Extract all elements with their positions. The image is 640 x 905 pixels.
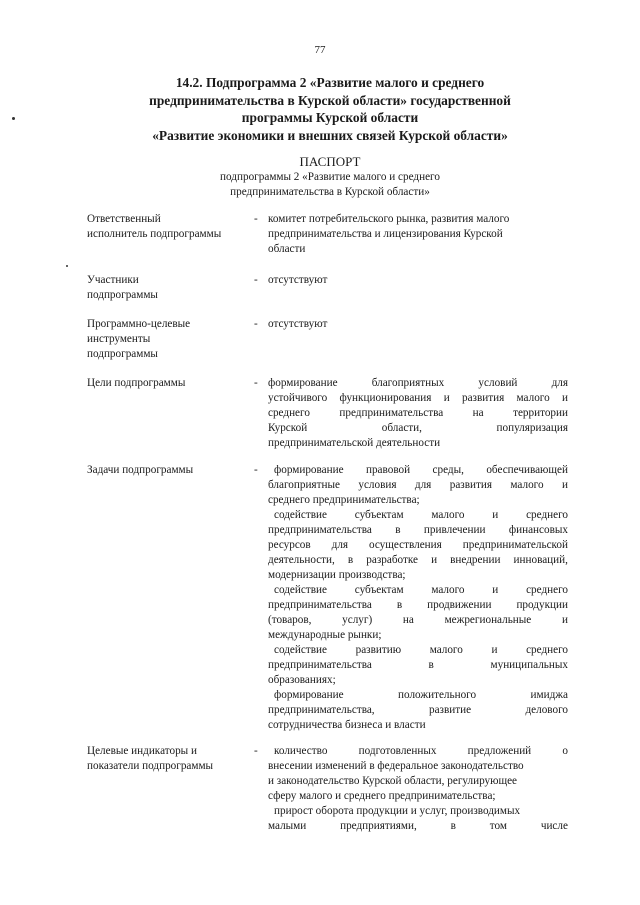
word: о bbox=[562, 745, 568, 757]
value-line bbox=[268, 688, 568, 703]
heading-line: программы Курской области bbox=[241, 110, 419, 125]
label-line: исполнитель подпрограммы bbox=[87, 228, 222, 240]
value-line: сферу малого и среднего предпринимательства; bbox=[268, 790, 496, 802]
passport-row-label bbox=[87, 376, 247, 391]
word: популяризация bbox=[496, 422, 568, 434]
word: ресурсов bbox=[268, 539, 311, 551]
word: развития bbox=[461, 392, 505, 404]
word: в bbox=[428, 659, 434, 671]
word: на bbox=[472, 407, 484, 419]
value-line: модернизации производства; bbox=[268, 569, 406, 581]
word: условий bbox=[478, 377, 518, 389]
label-line: показатели подпрограммы bbox=[87, 760, 214, 772]
word: делового bbox=[525, 704, 568, 716]
passport-row-value bbox=[268, 744, 568, 834]
word: малого bbox=[431, 509, 465, 521]
word: условия bbox=[358, 479, 397, 491]
word: благоприятных bbox=[371, 377, 445, 389]
word: Курской bbox=[268, 422, 308, 434]
value-line bbox=[268, 463, 568, 478]
word: содействие bbox=[274, 644, 327, 656]
word: финансовых bbox=[508, 524, 568, 536]
word: формирование bbox=[268, 377, 338, 389]
label-line: Участники bbox=[87, 274, 139, 286]
word: и bbox=[561, 392, 568, 404]
word: внедрении bbox=[450, 554, 501, 566]
word: осуществления bbox=[368, 539, 442, 551]
value-line: предпринимательской деятельности bbox=[268, 437, 441, 449]
word: том bbox=[489, 820, 507, 832]
word: развитию bbox=[355, 644, 402, 656]
word: услуг) bbox=[342, 614, 373, 626]
word: и bbox=[561, 614, 568, 626]
word: субъектам bbox=[354, 584, 404, 596]
heading-line: предпринимательства в Курской области» государственной bbox=[149, 92, 511, 108]
word: территории bbox=[513, 407, 568, 419]
label-line: Целевые индикаторы и bbox=[87, 745, 197, 757]
word: для bbox=[414, 479, 432, 491]
word: формирование bbox=[274, 464, 344, 476]
value-line bbox=[268, 478, 568, 493]
value-line: прирост оборота продукции и услуг, производимых bbox=[274, 805, 521, 817]
passport-row-label bbox=[87, 744, 247, 774]
row-dash: - bbox=[254, 464, 258, 476]
word: среднего bbox=[526, 584, 568, 596]
word: для bbox=[551, 377, 568, 389]
value-line bbox=[268, 819, 568, 834]
word: предпринимательства bbox=[268, 659, 372, 671]
word: предложений bbox=[467, 745, 532, 757]
value-line: и законодательство Курской области, регулирующее bbox=[268, 775, 518, 787]
word: привлечении bbox=[423, 524, 486, 536]
row-dash: - bbox=[254, 745, 258, 757]
word: инноваций, bbox=[513, 554, 568, 566]
word: и bbox=[431, 554, 438, 566]
value-line bbox=[268, 598, 568, 613]
heading-line: «Развитие экономики и внешних связей Курской области» bbox=[152, 127, 508, 143]
passport-row-label bbox=[87, 273, 247, 303]
passport-subtitle-line: предпринимательства в Курской области» bbox=[230, 186, 430, 198]
row-dash: - bbox=[254, 213, 258, 225]
word: среднего bbox=[526, 644, 568, 656]
passport-row-value bbox=[268, 273, 568, 288]
word: правовой bbox=[365, 464, 411, 476]
passport-row-value bbox=[268, 212, 568, 257]
value-line bbox=[268, 703, 568, 718]
word: подготовленных bbox=[358, 745, 437, 757]
passport-row-label bbox=[87, 463, 247, 478]
value-line: сотрудничества бизнеса и власти bbox=[268, 719, 426, 731]
word: области, bbox=[381, 422, 422, 434]
value-line: отсутствуют bbox=[268, 274, 328, 286]
value-line: комитет потребительского рынка, развития малого bbox=[268, 213, 510, 225]
word: положительного bbox=[398, 689, 477, 701]
word: развития bbox=[449, 479, 493, 491]
value-line bbox=[268, 658, 568, 673]
passport-subtitle-line: подпрограммы 2 «Развитие малого и среднего bbox=[220, 171, 440, 183]
word: и bbox=[443, 392, 450, 404]
word: деятельности, bbox=[268, 554, 335, 566]
word: содействие bbox=[274, 584, 327, 596]
word: (товаров, bbox=[268, 614, 312, 626]
label-line: подпрограммы bbox=[87, 289, 158, 301]
page-number: 77 bbox=[314, 44, 326, 56]
word: предпринимательства bbox=[339, 407, 444, 419]
word: продукции bbox=[516, 599, 568, 611]
passport-subtitle bbox=[0, 170, 640, 200]
word: продвижении bbox=[427, 599, 492, 611]
word: межрегиональные bbox=[444, 614, 532, 626]
word: предпринимательства bbox=[268, 524, 372, 536]
passport-row-value bbox=[268, 376, 568, 451]
word: предприятиями, bbox=[340, 820, 417, 832]
word: и bbox=[561, 479, 568, 491]
label-line: Задачи подпрограммы bbox=[87, 464, 194, 476]
word: формирование bbox=[274, 689, 344, 701]
word: муниципальных bbox=[490, 659, 568, 671]
word: и bbox=[492, 509, 499, 521]
value-line bbox=[268, 523, 568, 538]
word: среды, bbox=[432, 464, 464, 476]
heading-line: 14.2. Подпрограмма 2 «Развитие малого и среднего bbox=[175, 75, 485, 90]
word: содействие bbox=[274, 509, 327, 521]
word: в bbox=[347, 554, 354, 566]
word: малого bbox=[431, 584, 465, 596]
value-line bbox=[268, 643, 568, 658]
word: в bbox=[396, 599, 403, 611]
value-line bbox=[268, 744, 568, 759]
word: для bbox=[331, 539, 349, 551]
value-line bbox=[268, 613, 568, 628]
label-line: Ответственный bbox=[87, 213, 161, 225]
value-line: среднего предпринимательства; bbox=[268, 494, 420, 506]
word: среднего bbox=[526, 509, 568, 521]
word: разработке bbox=[366, 554, 418, 566]
row-dash: - bbox=[254, 377, 258, 389]
word: малыми bbox=[268, 820, 307, 832]
word: обеспечивающей bbox=[486, 464, 568, 476]
value-line: международные рынки; bbox=[268, 629, 382, 641]
passport-title: ПАСПОРТ bbox=[299, 154, 361, 169]
value-line bbox=[268, 583, 568, 598]
word: количество bbox=[274, 745, 328, 757]
passport-row-label bbox=[87, 317, 247, 362]
word: и bbox=[492, 584, 499, 596]
passport-row-label bbox=[87, 212, 247, 242]
word: и bbox=[491, 644, 498, 656]
passport-row-value bbox=[268, 463, 568, 733]
value-line bbox=[268, 391, 568, 406]
margin-mark bbox=[12, 117, 15, 120]
word: малого bbox=[516, 392, 550, 404]
word: предпринимательства, bbox=[268, 704, 375, 716]
word: на bbox=[402, 614, 414, 626]
value-line: предпринимательства и лицензирования Курской bbox=[268, 228, 503, 240]
label-line: подпрограммы bbox=[87, 348, 158, 360]
word: устойчивого bbox=[268, 392, 328, 404]
word: функционирования bbox=[339, 392, 432, 404]
word: развитие bbox=[428, 704, 472, 716]
margin-mark bbox=[66, 265, 68, 267]
value-line: области bbox=[268, 243, 306, 255]
value-line bbox=[268, 421, 568, 436]
word: в bbox=[450, 820, 456, 832]
passport-row-value bbox=[268, 317, 568, 332]
value-line bbox=[268, 376, 568, 391]
word: малого bbox=[429, 644, 463, 656]
label-line: Программно-целевые bbox=[87, 318, 191, 330]
label-line: Цели подпрограммы bbox=[87, 377, 186, 389]
value-line: отсутствуют bbox=[268, 318, 328, 330]
word: благоприятные bbox=[268, 479, 340, 491]
word: предпринимательской bbox=[462, 539, 568, 551]
word: субъектам bbox=[354, 509, 404, 521]
value-line bbox=[268, 538, 568, 553]
label-line: инструменты bbox=[87, 333, 151, 345]
word: среднего bbox=[268, 407, 310, 419]
value-line: внесении изменений в федеральное законодательство bbox=[268, 760, 524, 772]
word: числе bbox=[540, 820, 568, 832]
section-heading bbox=[90, 74, 570, 144]
word: в bbox=[395, 524, 401, 536]
word: предпринимательства bbox=[268, 599, 372, 611]
word: малого bbox=[510, 479, 544, 491]
value-line bbox=[268, 553, 568, 568]
word: имиджа bbox=[530, 689, 568, 701]
row-dash: - bbox=[254, 318, 258, 330]
row-dash: - bbox=[254, 274, 258, 286]
value-line bbox=[268, 508, 568, 523]
value-line bbox=[268, 406, 568, 421]
value-line: образованиях; bbox=[268, 674, 336, 686]
